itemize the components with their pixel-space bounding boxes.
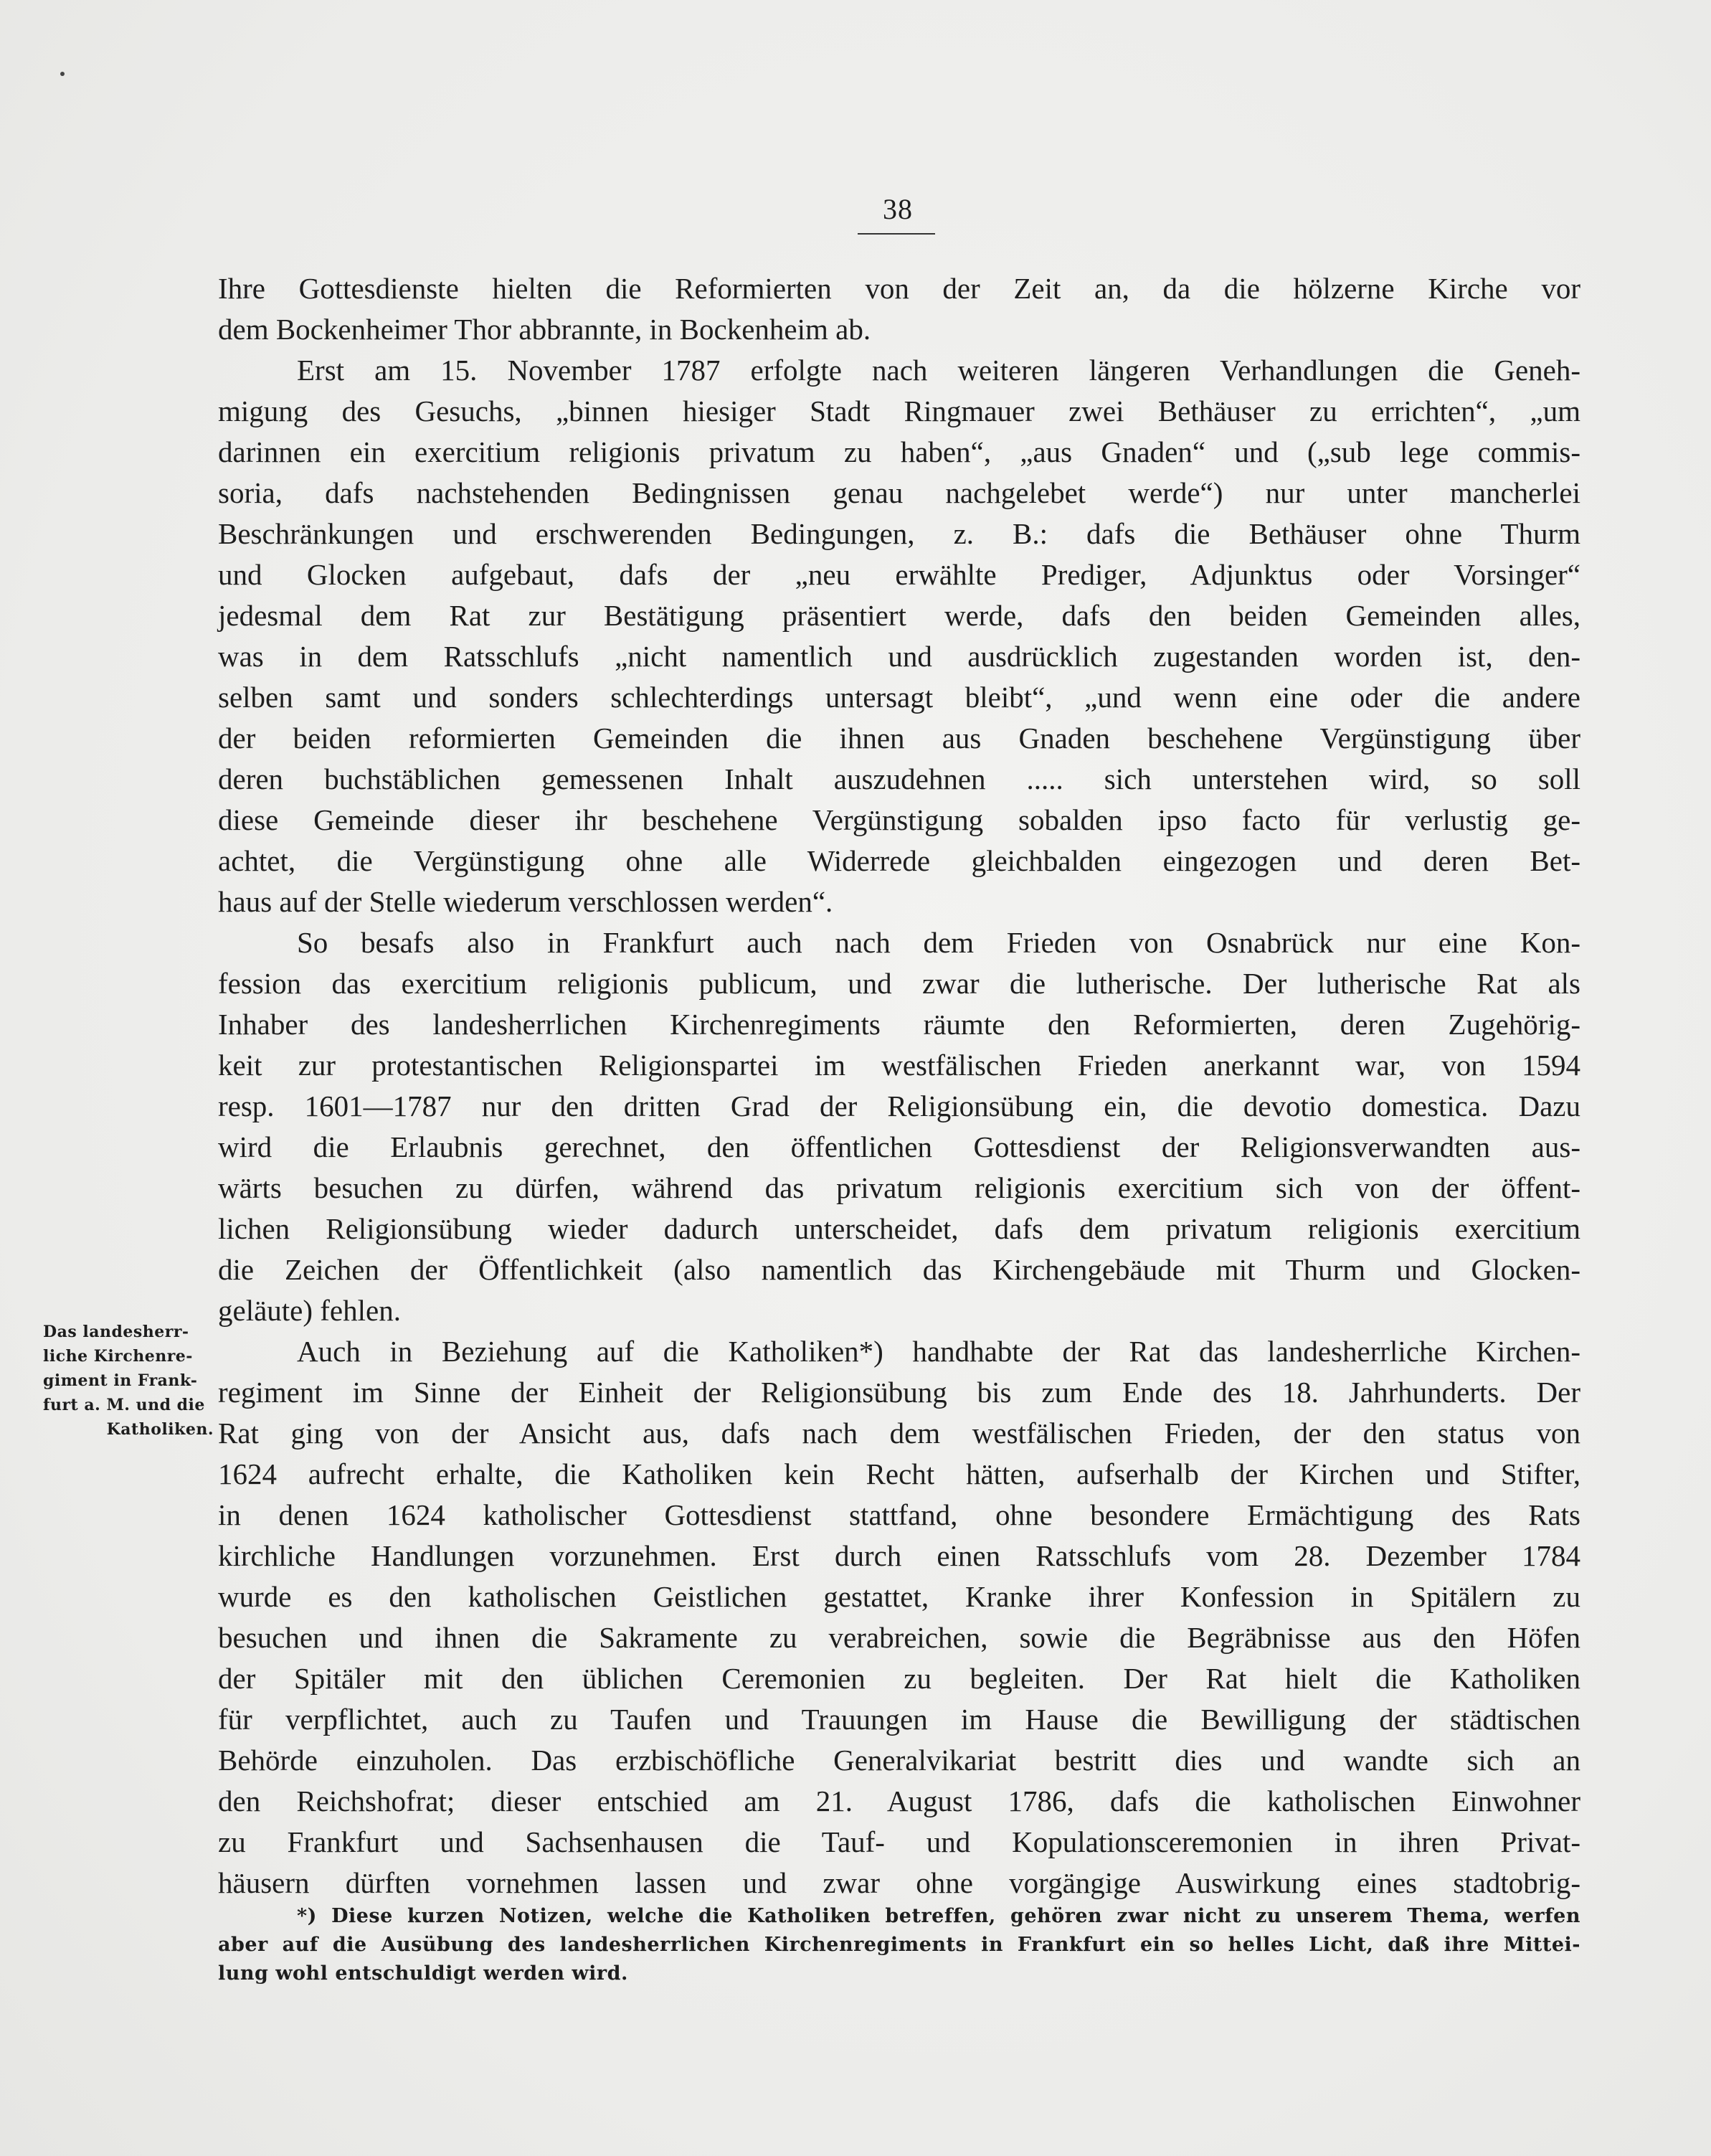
text-line: fession das exercitium religionis publicum, und zwar die lutherische. Der lutherische Rat als: [218, 967, 1580, 1000]
text-line: häusern dürften vornehmen lassen und zwar ohne vorgängige Auswirkung eines stadtobrig-: [218, 1866, 1580, 1899]
marginal-note-line: furt a. M. und die: [43, 1396, 205, 1414]
text-line: selben samt und sonders schlechterdings untersagt bleibt“, „und wenn eine oder die andere: [218, 681, 1580, 714]
text-line: haus auf der Stelle wiederum verschlossen werden“.: [218, 885, 833, 918]
text-line: migung des Gesuchs, „binnen hiesiger Stadt Ringmauer zwei Bethäuser zu errichten“, „um: [218, 394, 1580, 427]
marginal-note-line: Das landesherr-: [43, 1323, 189, 1341]
marginal-note: [43, 1320, 214, 1442]
text-line: keit zur protestantischen Religionspartei im westfälischen Frieden anerkannt war, von 1594: [218, 1049, 1580, 1082]
text-line: die Zeichen der Öffentlichkeit (also namentlich das Kirchengebäude mit Thurm und Glocken-: [218, 1253, 1580, 1286]
marginal-note-line: liche Kirchenre-: [43, 1347, 193, 1366]
text-line: So besafs also in Frankfurt auch nach dem Frieden von Osnabrück nur eine Kon-: [297, 926, 1580, 959]
footnote: [218, 1902, 1580, 1988]
text-line: der Spitäler mit den üblichen Ceremonien zu begleiten. Der Rat hielt die Katholiken: [218, 1662, 1580, 1695]
text-line: deren buchstäblichen gemessenen Inhalt auszudehnen ..... sich unterstehen wird, so soll: [218, 762, 1580, 795]
marginal-note-line: Katholiken.: [106, 1420, 214, 1439]
text-line: diese Gemeinde dieser ihr beschehene Vergünstigung sobalden ipso facto für verlustig ge-: [218, 803, 1580, 836]
text-line: den Reichshofrat; dieser entschied am 21. August 1786, dafs die katholischen Einwohner: [218, 1784, 1580, 1817]
text-line: resp. 1601—1787 nur den dritten Grad der Religionsübung ein, die devotio domestica. Dazu: [218, 1089, 1580, 1122]
main-text-block: [218, 268, 1580, 1904]
text-line: Behörde einzuholen. Das erzbischöfliche Generalvikariat bestritt dies und wandte sich an: [218, 1744, 1580, 1777]
text-line: dem Bockenheimer Thor abbrannte, in Bockenheim ab.: [218, 313, 871, 346]
text-line: Beschränkungen und erschwerenden Bedingungen, z. B.: dafs die Bethäuser ohne Thurm: [218, 517, 1580, 550]
text-line: und Glocken aufgebaut, dafs der „neu erwählte Prediger, Adjunktus oder Vorsinger“: [218, 558, 1580, 591]
text-line: soria, dafs nachstehenden Bedingnissen genau nachgelebet werde“) nur unter mancherlei: [218, 476, 1580, 509]
text-line: regiment im Sinne der Einheit der Religionsübung bis zum Ende des 18. Jahrhunderts. Der: [218, 1376, 1580, 1409]
text-line: wärts besuchen zu dürfen, während das privatum religionis exercitium sich von der öffent-: [218, 1171, 1580, 1204]
text-line: der beiden reformierten Gemeinden die ihnen aus Gnaden beschehene Vergünstigung über: [218, 722, 1580, 755]
ink-speck: [60, 72, 65, 76]
text-line: Rat ging von der Ansicht aus, dafs nach dem westfälischen Frieden, der den status von: [218, 1417, 1580, 1450]
footnote-line: lung wohl entschuldigt werden wird.: [218, 1962, 628, 1985]
text-line: was in dem Ratsschlufs „nicht namentlich und ausdrücklich zugestanden worden ist, den-: [218, 640, 1580, 673]
text-line: jedesmal dem Rat zur Bestätigung präsentiert werde, dafs den beiden Gemeinden alles,: [218, 599, 1580, 632]
marginal-note-line: giment in Frank-: [43, 1371, 198, 1390]
footnote-line: aber auf die Ausübung des landesherrlichen Kirchenregiments in Frankfurt ein so helles Licht, daß ihre Mittei-: [218, 1934, 1580, 1956]
page-number-rule: [858, 233, 935, 235]
text-line: wurde es den katholischen Geistlichen gestattet, Kranke ihrer Konfession in Spitälern zu: [218, 1580, 1580, 1613]
text-line: achtet, die Vergünstigung ohne alle Widerrede gleichbalden eingezogen und deren Bet-: [218, 844, 1580, 877]
text-line: lichen Religionsübung wieder dadurch unterscheidet, dafs dem privatum religionis exercitium: [218, 1212, 1580, 1245]
text-line: Erst am 15. November 1787 erfolgte nach weiteren längeren Verhandlungen die Geneh-: [297, 354, 1580, 387]
text-line: besuchen und ihnen die Sakramente zu verabreichen, sowie die Begräbnisse aus den Höfen: [218, 1621, 1580, 1654]
text-line: geläute) fehlen.: [218, 1294, 401, 1327]
text-line: Auch in Beziehung auf die Katholiken*) handhabte der Rat das landesherrliche Kirchen-: [297, 1335, 1580, 1368]
text-line: wird die Erlaubnis gerechnet, den öffentlichen Gottesdienst der Religionsverwandten aus-: [218, 1130, 1580, 1163]
text-line: für verpflichtet, auch zu Taufen und Trauungen im Hause die Bewilligung der städtischen: [218, 1703, 1580, 1736]
footnote-line: *) Diese kurzen Notizen, welche die Katholiken betreffen, gehören zwar nicht zu unserem Thema, werfen: [297, 1905, 1580, 1927]
text-line: zu Frankfurt und Sachsenhausen die Tauf- und Kopulationsceremonien in ihren Privat-: [218, 1825, 1580, 1858]
text-line: Ihre Gottesdienste hielten die Reformierten von der Zeit an, da die hölzerne Kirche vor: [218, 272, 1580, 305]
text-line: darinnen ein exercitium religionis privatum zu haben“, „aus Gnaden“ und („sub lege commis-: [218, 435, 1580, 468]
text-line: 1624 aufrecht erhalte, die Katholiken kein Recht hätten, aufserhalb der Kirchen und Stifter,: [218, 1457, 1580, 1490]
page-number: 38: [883, 193, 913, 225]
text-line: in denen 1624 katholischer Gottesdienst stattfand, ohne besondere Ermächtigung des Rats: [218, 1498, 1580, 1531]
text-line: kirchliche Handlungen vorzunehmen. Erst durch einen Ratsschlufs vom 28. Dezember 1784: [218, 1539, 1580, 1572]
text-line: Inhaber des landesherrlichen Kirchenregiments räumte den Reformierten, deren Zugehörig-: [218, 1008, 1580, 1041]
